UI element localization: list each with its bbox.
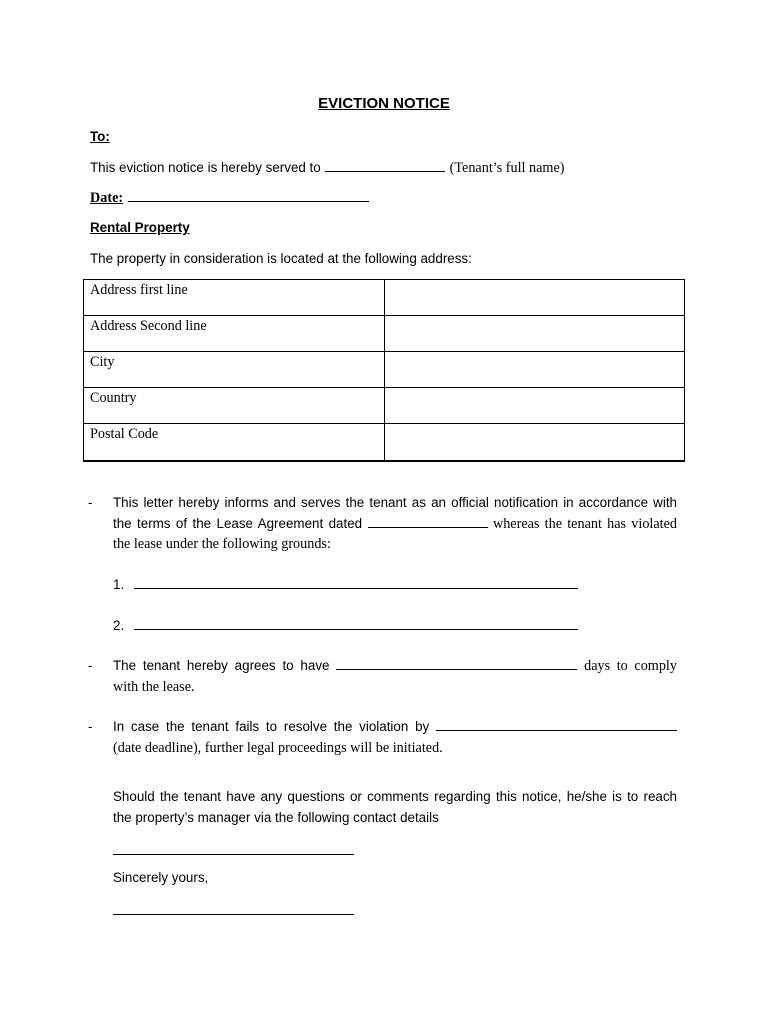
ground-line [113,576,578,592]
comply-paragraph [113,656,677,697]
comply-text-1: The tenant hereby agrees to have [113,658,330,673]
bullet-dash: - [88,658,93,673]
table-row [84,316,685,352]
table-row [84,352,685,388]
table-row [84,280,685,316]
closing-text: Sincerely yours, [113,870,209,885]
deadline-blank[interactable] [436,718,677,731]
deadline-text-2: (date deadline), further legal proceedings will be initiated. [113,739,443,756]
lease-paragraph-text-1: This letter hereby informs and serves the tenant as an official notification in accordance with the terms of the Lease Agreement dated [113,495,677,531]
address-value-cell[interactable] [385,352,685,388]
property-intro: The property in consideration is located at the following address: [90,251,472,266]
to-label: To: [90,129,110,144]
address-label-cell: Postal Code [84,424,385,462]
contact-paragraph: Should the tenant have any questions or comments regarding this notice, he/she is to reach the property’s manager via the following contact details [113,789,677,825]
date-line [90,189,369,207]
deadline-paragraph [113,717,677,758]
rental-property-heading: Rental Property [90,220,190,235]
bullet-dash: - [88,719,93,734]
ground-number: 1. [113,577,125,592]
comply-text-2: days to comply with the lease. [113,658,677,695]
date-blank[interactable] [128,189,369,202]
address-label-cell: Country [84,388,385,424]
ground-line [113,617,578,633]
address-value-cell[interactable] [385,280,685,316]
signature-line[interactable] [113,914,354,915]
address-table [83,279,685,462]
table-row [84,424,685,462]
tenant-name-hint: (Tenant’s full name) [449,160,565,176]
ground-blank[interactable] [134,576,578,589]
lease-paragraph [113,493,677,555]
lease-date-blank[interactable] [368,515,488,528]
address-label-cell: Address first line [84,280,385,316]
address-value-cell[interactable] [385,316,685,352]
address-value-cell[interactable] [385,388,685,424]
address-label-cell: Address Second line [84,316,385,352]
served-text: This eviction notice is hereby served to [90,160,321,175]
lease-paragraph-text-2: whereas the tenant has violated the lease under the following grounds: [113,515,677,552]
bullet-dash: - [88,495,93,510]
address-value-cell[interactable] [385,424,685,462]
document-title: EVICTION NOTICE [318,95,450,112]
table-row [84,388,685,424]
ground-number: 2. [113,618,125,633]
deadline-text-1: In case the tenant fails to resolve the violation by [113,719,430,734]
ground-blank[interactable] [134,617,578,630]
served-line [90,159,564,177]
contact-details-line[interactable] [113,854,354,855]
address-label-cell: City [84,352,385,388]
date-label: Date: [90,190,124,206]
days-blank[interactable] [336,657,577,670]
tenant-name-blank[interactable] [325,159,445,172]
